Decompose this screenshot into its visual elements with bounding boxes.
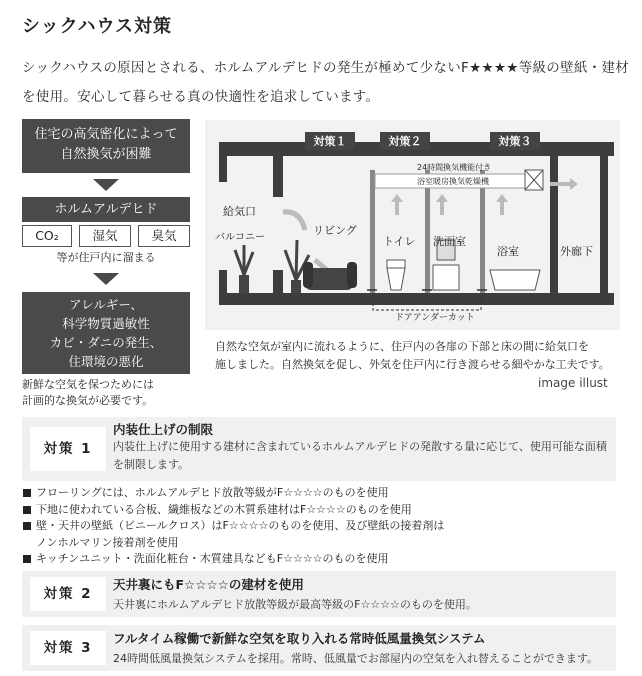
hall-label: 外廊下 bbox=[560, 245, 593, 258]
up-arrow-icon bbox=[496, 194, 508, 215]
machine-label-1: 24時間換気機能付き bbox=[417, 163, 492, 172]
measure-3-text: 24時間低風量換気システムを採用。常時、低風量でお部屋内の空気を入れ替えることができます。 bbox=[113, 652, 599, 665]
page-title: シックハウス対策 bbox=[22, 16, 173, 37]
effect-line: カビ・ダニの発生、 bbox=[49, 335, 163, 350]
inflow-arrow-icon bbox=[283, 212, 305, 230]
inlet-label: 給気口 bbox=[223, 205, 256, 218]
measure-tag-2 bbox=[380, 132, 430, 150]
measure-2-label: 対策 2 bbox=[30, 577, 106, 611]
undercut-label: ドアアンダーカット bbox=[395, 313, 475, 323]
tag-label: 対策１ bbox=[313, 135, 347, 148]
measure-1-text: 内装仕上げに使用する建材に含まれているホルムアルデヒドの発散する量に応じて、使用可能な面積を制限します。 bbox=[113, 440, 607, 471]
chip-odor: 臭気 bbox=[138, 225, 190, 247]
toilet-icon bbox=[387, 260, 405, 290]
up-arrow-icon bbox=[391, 194, 403, 215]
measure-1-label: 対策 1 bbox=[30, 427, 106, 471]
down-arrow-icon bbox=[93, 273, 119, 285]
pollutant-box: ホルムアルデヒド bbox=[22, 197, 190, 222]
effect-line: アレルギー、 bbox=[69, 297, 143, 312]
washroom-label: 洗面室 bbox=[433, 235, 466, 248]
measure-3-panel bbox=[22, 625, 616, 671]
wall-outer bbox=[550, 156, 558, 293]
list-item: 壁・天井の壁紙（ビニールクロス）はF☆☆☆☆のものを使用、及び壁紙の接着剤は bbox=[22, 518, 616, 535]
measure-2-heading: 天井裏にもF☆☆☆☆の建材を使用 bbox=[113, 577, 304, 592]
up-arrow-icon bbox=[436, 194, 448, 215]
ventilation-note-line: 計画的な換気が必要です。 bbox=[22, 394, 154, 407]
wall-hall bbox=[600, 156, 608, 293]
sofa-icon bbox=[303, 262, 357, 290]
down-arrow-icon bbox=[93, 179, 119, 191]
measure-2-panel bbox=[22, 571, 616, 617]
wall-toilet bbox=[370, 170, 375, 293]
balcony-label: バルコニー bbox=[215, 232, 265, 243]
diagram-caption bbox=[215, 338, 620, 374]
inlet-wall-lower bbox=[273, 270, 283, 305]
measure-1-panel bbox=[22, 417, 616, 481]
cause-box bbox=[22, 119, 190, 173]
measure-2-text: 天井裏にホルムアルデヒド放散等級が最高等級のF☆☆☆☆のものを使用。 bbox=[113, 598, 477, 611]
house-cross-section bbox=[205, 120, 620, 330]
left-wall bbox=[219, 142, 227, 182]
measure-1-heading: 内装仕上げの制限 bbox=[113, 422, 214, 437]
list-item: キッチンユニット・洗面化粧台・木質建具などもF☆☆☆☆のものを使用 bbox=[22, 551, 616, 568]
measure-3-label: 対策 3 bbox=[30, 631, 106, 665]
effect-line: 科学物質過敏性 bbox=[62, 316, 150, 331]
pollutant-chips bbox=[22, 225, 190, 247]
ventilation-diagram bbox=[205, 120, 620, 330]
tag-label: 対策３ bbox=[498, 135, 532, 148]
intro-text: シックハウスの原因とされる、ホルムアルデヒドの発生が極めて少ないF★★★★等級の壁紙・建材を使用。安心して暮らせる真の快適性を追求しています。 bbox=[22, 60, 630, 105]
caption-line: 自然な空気が室内に流れるように、住戸内の各扉の下部と床の間に給気口を bbox=[215, 340, 589, 353]
image-illust-note: image illust bbox=[538, 376, 608, 390]
chip-co2: CO₂ bbox=[22, 225, 72, 247]
toilet-label: トイレ bbox=[383, 235, 416, 248]
bath-label: 浴室 bbox=[497, 245, 519, 258]
inlet-wall bbox=[273, 142, 283, 197]
measure-tag-1 bbox=[305, 132, 355, 150]
caption-line: 施しました。自然換気を促し、外気を住戸内に行き渡らせる細やかな工夫です。 bbox=[215, 358, 610, 371]
bathtub-icon bbox=[490, 270, 540, 290]
living-label: リビング bbox=[313, 224, 357, 237]
ventilation-note-line: 新鮮な空気を保つためには bbox=[22, 378, 154, 391]
effects-box bbox=[22, 292, 190, 374]
accumulate-note: 等が住戸内に溜まる bbox=[56, 251, 156, 264]
list-item: フローリングには、ホルムアルデヒド放散等級がF☆☆☆☆のものを使用 bbox=[22, 485, 616, 502]
list-item: 下地に使われている合板、繊維板などの木質系建材はF☆☆☆☆のものを使用 bbox=[22, 502, 616, 519]
measure-3-heading: フルタイム稼働で新鮮な空気を取り入れる常時低風量換気システム bbox=[113, 631, 486, 646]
chip-humidity: 湿気 bbox=[79, 225, 131, 247]
cause-line-1: 住宅の高気密化によって bbox=[34, 127, 178, 142]
tag-label: 対策２ bbox=[388, 135, 422, 148]
plant-icon bbox=[235, 245, 253, 293]
material-list bbox=[22, 485, 616, 568]
effect-line: 住環境の悪化 bbox=[68, 354, 144, 369]
left-wall-lower bbox=[219, 270, 227, 305]
machine-label-2: 浴室暖房換気乾燥機 bbox=[417, 177, 489, 186]
ventilation-note bbox=[22, 377, 154, 409]
measure-tag-3 bbox=[490, 132, 540, 150]
list-item: ノンホルマリン接着剤を使用 bbox=[36, 535, 179, 549]
cause-line-2: 自然換気が困難 bbox=[60, 147, 152, 162]
